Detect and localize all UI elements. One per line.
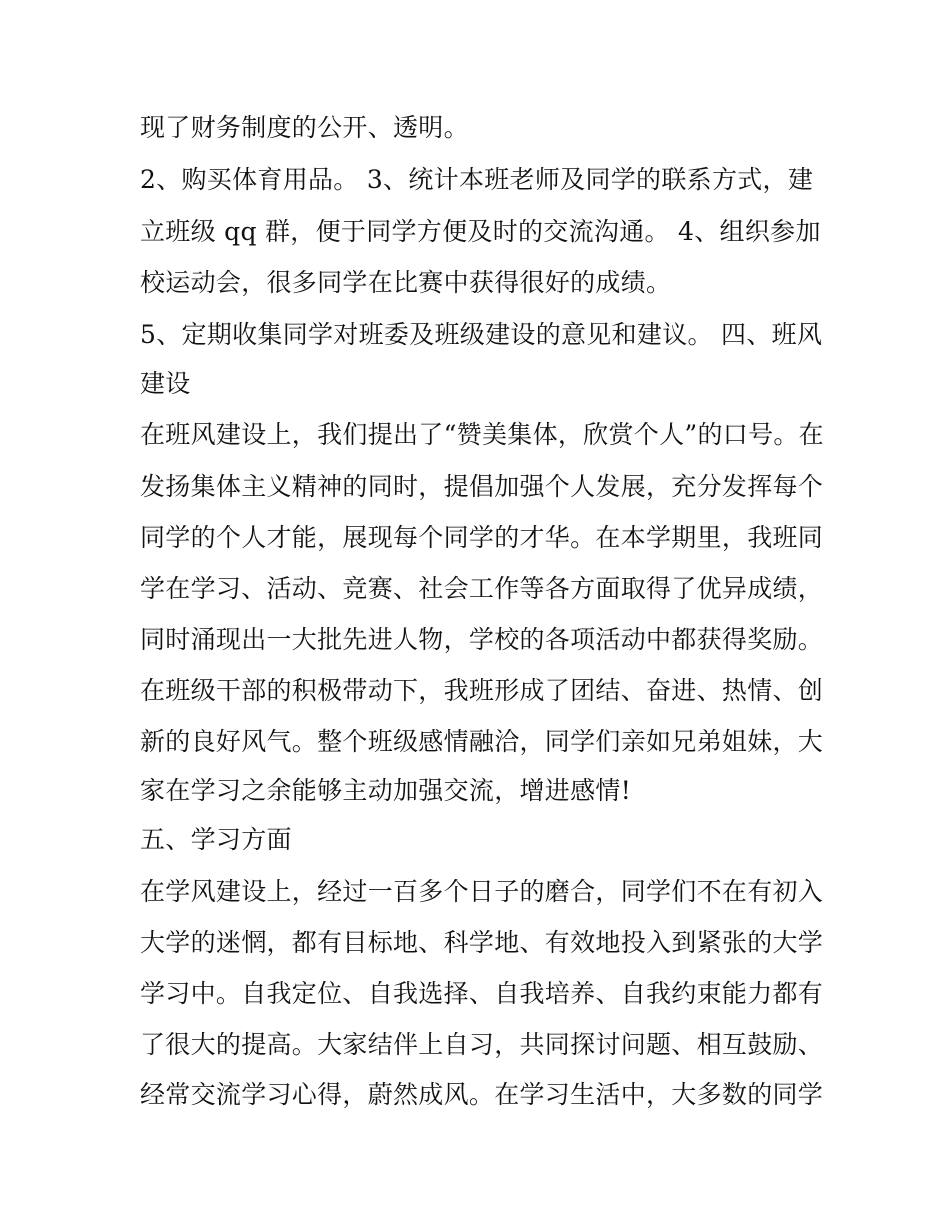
section-heading: 五、学习方面: [140, 825, 292, 854]
text-line: 家在学习之余能够主动加强交流，增进感情!: [140, 776, 632, 805]
text-line: 2、购买体育用品。 3、统计本班老师及同学的联系方式，建: [140, 165, 814, 194]
text-line: 5、定期收集同学对班委及班级建设的意见和建议。 四、班风: [140, 320, 823, 349]
text-line: 新的良好风气。整个班级感情融洽，同学们亲如兄弟姐妹，大: [140, 727, 824, 756]
text-line: 在班风建设上，我们提出了“赞美集体，欣赏个人”的口号。在: [140, 420, 824, 449]
text-line: 学在学习、活动、竞赛、社会工作等各方面取得了优异成绩，: [140, 574, 824, 603]
text-line: 现了财务制度的公开、透明。: [140, 113, 469, 142]
text-line: 同学的个人才能，展现每个同学的才华。在本学期里，我班同: [140, 523, 824, 552]
section-heading: 建设: [140, 369, 191, 398]
text-line: 在班级干部的积极带动下，我班形成了团结、奋进、热情、创: [140, 676, 824, 705]
text-line: 校运动会，很多同学在比赛中获得很好的成绩。: [140, 268, 672, 297]
text-line: 在学风建设上，经过一百多个日子的磨合，同学们不在有初入: [140, 877, 824, 906]
text-line: 立班级 qq 群，便于同学方便及时的交流沟通。 4、组织参加: [140, 217, 821, 246]
text-line: 经常交流学习心得，蔚然成风。在学习生活中，大多数的同学: [140, 1080, 824, 1109]
text-line: 了很大的提高。大家结伴上自习，共同探讨问题、相互鼓励、: [140, 1030, 824, 1059]
text-line: 同时涌现出一大批先进人物，学校的各项活动中都获得奖励。: [140, 625, 824, 654]
text-line: 大学的迷惘，都有目标地、科学地、有效地投入到紧张的大学: [140, 928, 824, 957]
text-line: 学习中。自我定位、自我选择、自我培养、自我约束能力都有: [140, 979, 824, 1008]
text-line: 发扬集体主义精神的同时，提倡加强个人发展，充分发挥每个: [140, 472, 824, 501]
